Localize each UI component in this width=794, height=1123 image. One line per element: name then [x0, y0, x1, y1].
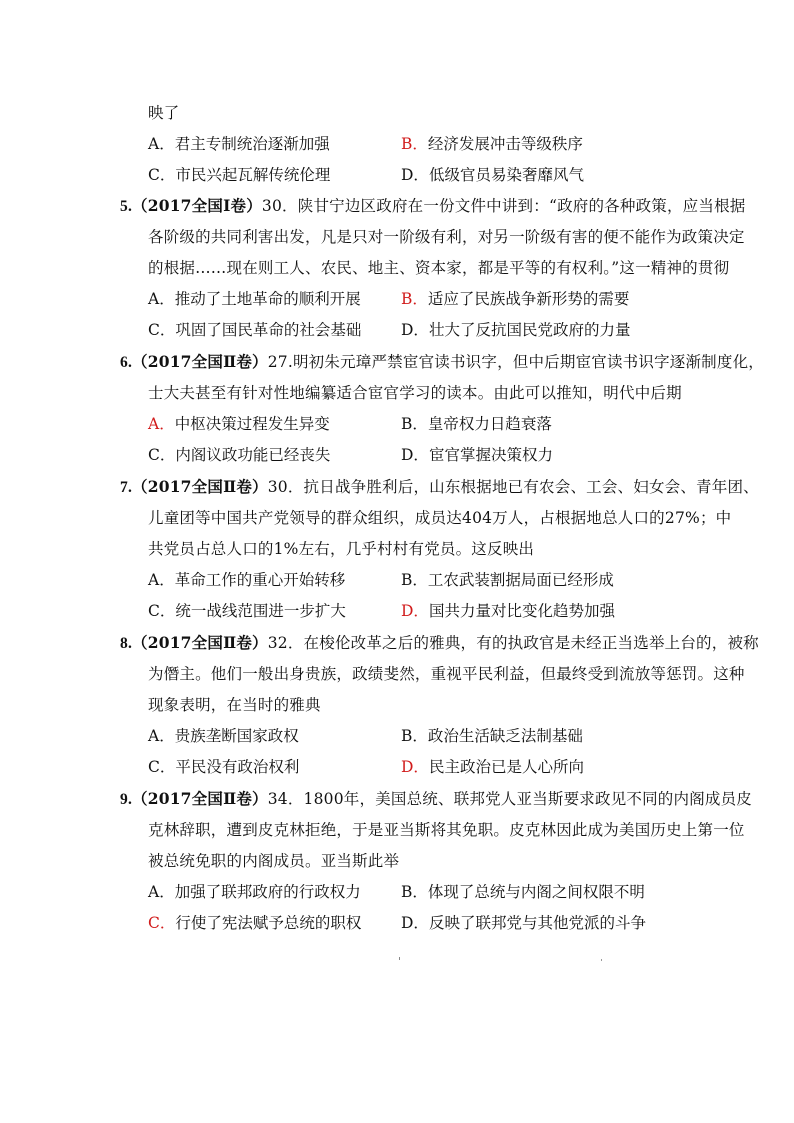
option-letter: A．	[148, 727, 175, 745]
option-text: 加强了联邦政府的行政权力	[174, 883, 361, 901]
option-letter: C．	[148, 446, 176, 464]
scan-speck	[399, 957, 400, 960]
option-text: 低级官员易染奢靡风气	[428, 166, 584, 184]
option-letter: B．	[401, 135, 428, 153]
option-text: 适应了民族战争新形势的需要	[427, 290, 630, 308]
option-text: 体现了总统与内阁之间权限不明	[427, 883, 645, 901]
option-letter: B．	[401, 727, 428, 745]
option-letter: A．	[148, 290, 175, 308]
question-number: 8.	[120, 635, 133, 652]
option-text: 中枢决策过程发生异变	[174, 415, 330, 433]
option-letter: D．	[401, 602, 429, 620]
option-letter: A．	[148, 883, 175, 901]
question-text: 34．1800年，美国总统、联邦党人亚当斯要求政见不同的内阁成员皮	[267, 790, 753, 808]
question-text: 30．抗日战争胜利后，山东根据地已有农会、工会、妇女会、青年团、	[267, 478, 759, 496]
option-text: 经济发展冲击等级秩序	[427, 135, 583, 153]
option-letter: C．	[148, 321, 176, 339]
question-source: （2017全国Ⅱ卷）	[132, 477, 268, 496]
option-text: 宦官掌握决策权力	[428, 446, 553, 464]
question-9-line-2: 克林辞职，遭到皮克林拒绝，于是亚当斯将其免职。皮克林因此成为美国历史上第一位	[148, 821, 745, 839]
option-text: 君主专制统治逐渐加强	[174, 135, 330, 153]
question-7-line-3: 共党员占总人口的1%左右，几乎村村有党员。这反映出	[148, 540, 535, 558]
question-source: （2017全国Ⅱ卷）	[132, 633, 268, 652]
question-source: （2017全国Ⅱ卷）	[132, 352, 268, 371]
question-8-line-2: 为僭主。他们一般出身贵族，政绩斐然，重视平民利益，但最终受到流放等惩罚。这种	[148, 665, 745, 683]
question-number: 9.	[120, 791, 133, 808]
option-text: 巩固了国民革命的社会基础	[175, 321, 362, 339]
question-number: 6.	[120, 354, 133, 371]
option-letter: A．	[148, 415, 175, 433]
option-text: 行使了宪法赋予总统的职权	[175, 914, 362, 932]
question-number: 5.	[120, 198, 133, 215]
option-letter: D．	[401, 758, 429, 776]
option-letter: B．	[401, 571, 428, 589]
question-7-line-2: 儿童团等中国共产党领导的群众组织，成员达404万人，占根据地总人口的27%；中	[148, 509, 732, 527]
option-letter: D．	[401, 446, 429, 464]
option-letter: C．	[148, 758, 176, 776]
option-text: 壮大了反抗国民党政府的力量	[428, 321, 631, 339]
scan-speck	[601, 959, 602, 961]
question-6-line-2: 士大夫甚至有针对性地编纂适合宦官学习的读本。由此可以推知，明代中后期	[148, 384, 682, 402]
question-text: 32．在梭伦改革之后的雅典，有的执政官是未经正当选举上台的，被称	[267, 634, 759, 652]
option-text: 市民兴起瓦解传统伦理	[175, 166, 331, 184]
option-text: 统一战线范围进一步扩大	[175, 602, 346, 620]
option-letter: C．	[148, 166, 176, 184]
option-letter: A．	[148, 135, 175, 153]
question-text: 30．陕甘宁边区政府在一份文件中讲到：“政府的各种政策，应当根据	[261, 197, 746, 215]
option-letter: D．	[401, 914, 429, 932]
option-letter: A．	[148, 571, 175, 589]
option-text: 贵族垄断国家政权	[174, 727, 299, 745]
question-4-stem-tail: 映了	[148, 104, 180, 122]
question-5-line-2: 各阶级的共同利害出发，凡是只对一阶级有利，对另一阶级有害的便不能作为政策决定	[148, 228, 745, 246]
question-5-line-3: 的根据……现在则工人、农民、地主、资本家，都是平等的有权利。”这一精神的贯彻	[148, 259, 730, 277]
question-text: 27.明初朱元璋严禁宦官读书识字，但中后期宦官读书识字逐渐制度化，	[267, 353, 764, 371]
option-text: 推动了土地革命的顺利开展	[174, 290, 361, 308]
question-8-line-3: 现象表明，在当时的雅典	[148, 696, 321, 714]
option-text: 民主政治已是人心所向	[428, 758, 584, 776]
question-number: 7.	[120, 479, 133, 496]
question-9-line-3: 被总统免职的内阁成员。亚当斯此举	[148, 852, 400, 870]
question-source: （2017全国Ⅰ卷）	[132, 196, 262, 215]
option-text: 国共力量对比变化趋势加强	[428, 602, 615, 620]
option-text: 政治生活缺乏法制基础	[427, 727, 583, 745]
option-letter: B．	[401, 290, 428, 308]
option-text: 内阁议政功能已经丧失	[175, 446, 331, 464]
option-letter: B．	[401, 883, 428, 901]
option-letter: C．	[148, 914, 176, 932]
option-text: 反映了联邦党与其他党派的斗争	[428, 914, 646, 932]
option-text: 革命工作的重心开始转移	[174, 571, 346, 589]
question-source: （2017全国Ⅱ卷）	[132, 789, 268, 808]
option-letter: D．	[401, 166, 429, 184]
option-letter: B．	[401, 415, 428, 433]
option-text: 工农武装割据局面已经形成	[427, 571, 614, 589]
option-text: 皇帝权力日趋衰落	[427, 415, 552, 433]
option-letter: D．	[401, 321, 429, 339]
option-letter: C．	[148, 602, 176, 620]
option-text: 平民没有政治权利	[175, 758, 300, 776]
